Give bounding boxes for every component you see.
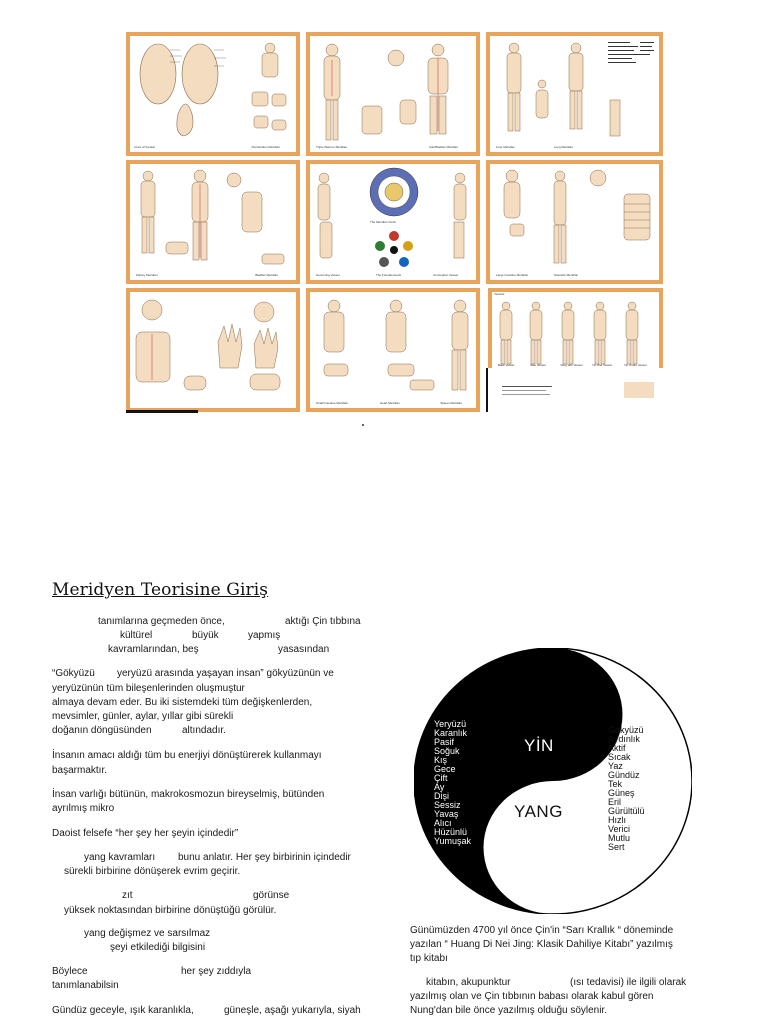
text-line: tanımlanabilsin [52,980,119,991]
panel-caption: Bladder Meridian [255,273,278,277]
yang-word: Güneş [608,788,635,798]
yin-word: Ay [434,782,445,792]
text-line: Nung'dan bile önce yazılmış olduğu söylenir. [410,1005,608,1016]
text-line: yüksek noktasından birbirine dönüştüğü görülür. [64,905,277,916]
text-line: yang kavramları [84,852,156,863]
yang-word: Hızlı [608,815,626,825]
table-rule [502,390,546,391]
yang-word: Tek [608,779,623,789]
table-rule [502,386,552,387]
text-line: güneşle, aşağı yukarıyla, siyah [224,1005,361,1016]
yin-word: Hüzünlü [434,827,468,837]
text-line: her şey zıddıyla [181,966,252,977]
vessels-lower-sheet [488,368,663,412]
text-line: başarmaktır. [52,765,108,776]
chart-panel-ear-pericardium [126,32,300,156]
text-line: yapmış [248,630,281,641]
text-line: görünse [253,890,290,901]
panel-caption: Lines of the Ear [134,145,156,149]
yang-word: Gürültülü [608,806,645,816]
meridian-chart-collage [126,32,663,412]
yin-word: Alıcı [434,818,452,828]
vessel-caption: Back Vessel [498,363,515,367]
text-line: (ısı tedavisi) ile ilgili olarak [570,977,687,988]
chart-panel-vessels [488,288,663,412]
yang-word: Verici [608,824,631,834]
yin-yang-diagram [414,648,692,914]
yang-word: Sıcak [608,752,631,762]
vessels-illustration [492,292,659,368]
yang-word: Aktif [608,743,626,753]
yang-label: YANG [514,802,563,821]
yin-word: Çift [434,773,448,783]
vessel-caption: Yang Wei Vessel [560,363,583,367]
yang-word: Gökyüzü [608,725,644,735]
chart-panel-large-intestine-stomach [486,160,663,284]
table-rule [502,394,550,395]
text-line: yasasından [278,644,330,655]
kidney-bladder-illustration [130,164,296,280]
vessel-caption: Side Vessel [530,363,546,367]
yin-word: Gece [434,764,456,774]
chart-panel-kidney-bladder [126,160,300,284]
chart-panel-liver-lung [486,32,663,156]
chart-panel-hand-foot [126,288,300,412]
text-line: tanımlarına geçmeden önce, [98,616,225,627]
text-line: aktığı Çin tıbbına [285,616,361,627]
text-line: Günümüzden 4700 yıl önce Çin'in “Sarı Krallık “ döneminde [410,925,674,936]
large-intestine-stomach-illustration [490,164,659,280]
yin-yang-symbol [414,648,692,914]
yin-word: Soğuk [434,746,460,756]
chart-panel-triple-warmer-gall-bladder [306,32,480,156]
yang-word: Sert [608,842,625,852]
text-line: kitabın, akupunktur [426,977,511,988]
text-line: kültürel [120,630,153,641]
text-line: yeryüzü arasında yaşayan insan” gökyüzünün ve [117,668,334,679]
text-line: tıp kitabı [410,953,448,964]
triple-warmer-gall-bladder-illustration [310,36,476,152]
text-line: İnsan varlığı bütünün, makrokosmozun bireyselmiş, bütünden [52,789,325,800]
yang-word: Aydınlık [608,734,640,744]
bullet-dot [362,424,364,426]
yang-word: Eril [608,797,621,807]
chart-panel-meridian-clock [306,160,480,284]
vessel-caption: Yin Chiao Vessel [624,363,647,367]
text-line: İnsanın amacı aldığı tüm bu enerjiyi dönüştürerek kullanmayı [52,750,322,761]
panel-caption: Liver Meridian [496,145,515,149]
panel-caption: Spleen Meridian [440,401,462,405]
text-line: ayrılmış mikro [52,803,115,814]
text-line: şeyi etkilediği bilgisini [110,942,206,953]
text-line: büyük [192,630,219,641]
text-line: yazılan “ Huang Di Nei Jing: Klasik Dahiliye Kitabı” yazılmış [410,939,673,950]
text-line: almaya devam eder. Bu iki sistemdeki tüm değişkenlerden, [52,697,313,708]
text-line: altındadır. [182,725,226,736]
text-line: Gündüz geceyle, ışık karanlıkla, [52,1005,194,1016]
text-line: yeryüzünün tüm bileşenlerinden oluşmuştur [52,683,245,694]
yin-word: Dişi [434,791,449,801]
text-line: “Gökyüzü [52,668,95,679]
text-line: mevsimler, günler, aylar, yıllar gibi sürekli [52,711,234,722]
text-line: yang değişmez ve sarsılmaz [84,928,211,939]
text-line: Böylece [52,966,88,977]
panel-caption: Pericardium Meridian [251,145,280,149]
panel-caption: Gall Bladder Meridian [429,145,458,149]
chart-panel-small-intestine-heart-spleen [306,288,480,412]
small-figure [624,382,654,398]
small-intestine-heart-spleen-illustration [310,292,476,408]
page-rule [486,368,488,412]
panel-caption: Heart Meridian [380,401,400,405]
panel-caption: Stomach Meridian [554,273,579,277]
yang-word: Mutlu [608,833,631,843]
yin-word: Karanlık [434,728,468,738]
yin-word: Yavaş [434,809,459,819]
page-title: Meridyen Teorisine Giriş [52,580,269,600]
panel-caption: Vessels [494,292,505,296]
panel-caption: The Meridian Clock [370,220,396,224]
text-line: sürekli birbirine dönüşerek evrim geçirir. [64,866,241,877]
panel-caption: Governing Vessel [316,273,340,277]
ear-and-pericardium-illustration [130,36,296,152]
panel-caption: Small Intestine Meridian [316,401,349,405]
text-line: kavramlarından, beş [108,644,199,655]
vessel-caption: Yin Wei Vessel [592,363,612,367]
panel-caption: Lung Meridian [554,145,574,149]
yang-word: Gündüz [608,770,640,780]
text-line: zıt [122,890,133,901]
yin-word: Kış [434,755,448,765]
page-rule [126,410,198,413]
yin-word: Yeryüzü [434,719,467,729]
yin-word: Yumuşak [434,836,472,846]
panel-caption: Kidney Meridian [136,273,158,277]
text-line: doğanın döngüsünden [52,725,152,736]
vessels-sheet [492,292,659,368]
yang-word: Yaz [608,761,623,771]
yin-word: Pasif [434,737,455,747]
panel-caption: Triple Warmer Meridian [316,145,348,149]
yin-word: Sessiz [434,800,461,810]
text-line: bunu anlatır. Her şey birbirinin içindedir [178,852,351,863]
text-line: yazılmış olan ve Çin tıbbının babası olarak kabul gören [410,991,654,1002]
yin-label: YİN [524,736,554,755]
hand-foot-illustration [130,292,296,408]
liver-lung-illustration [490,36,659,152]
panel-caption: The Five Elements [376,273,402,277]
panel-caption: Large Intestine Meridian [496,273,529,277]
panel-caption: Conception Vessel [433,273,458,277]
text-line: Daoist felsefe “her şey her şeyin içindedir” [52,828,239,839]
